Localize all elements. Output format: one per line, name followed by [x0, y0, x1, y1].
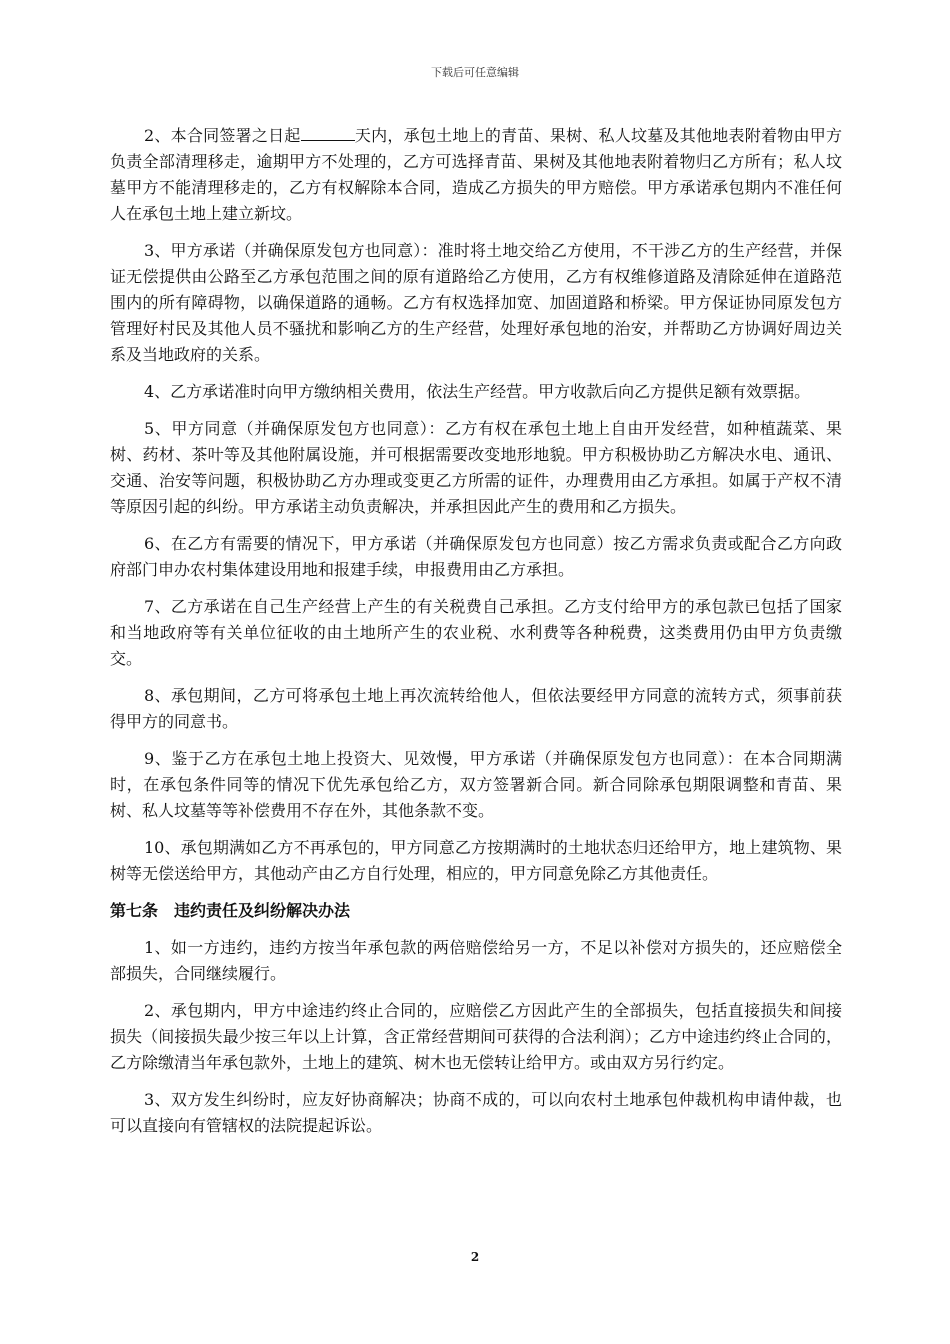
clause-paragraph: 1、如一方违约，违约方按当年承包款的两倍赔偿给另一方，不足以补偿对方损失的，还应赔偿全部损失，合同继续履行。 [110, 938, 842, 983]
document-body [110, 122, 842, 1150]
page-header: 下载后可任意编辑 [431, 66, 519, 79]
section-number: 第七条 [110, 901, 159, 920]
clause-paragraph: 7、乙方承诺在自己生产经营上产生的有关税费自己承担。乙方支付给甲方的承包款已包括了国家和当地政府等有关单位征收的由土地所产生的农业税、水利费等各种税费，这类费用仍由甲方负责缴交。 [110, 597, 842, 668]
clause-paragraph: 4、乙方承诺准时向甲方缴纳相关费用，依法生产经营。甲方收款后向乙方提供足额有效票据。 [144, 382, 811, 401]
clause-paragraph: 3、甲方承诺（并确保原发包方也同意）：准时将土地交给乙方使用，不干涉乙方的生产经营，并保证无偿提供由公路至乙方承包范围之间的原有道路给乙方使用，乙方有权维修道路及清除延伸在道路范围内的所有障碍物，以确保道路的通畅。乙方有权选择加宽、加固道路和桥梁。甲方保证协同原发包方管理好村民及其他人员不骚扰和影响乙方的生产经营，处理好承包地的治安，并帮助乙方协调好周边关系及当地政府的关系。 [110, 241, 842, 364]
clause-paragraph: 3、双方发生纠纷时，应友好协商解决；协商不成的，可以向农村土地承包仲裁机构申请仲裁，也可以直接向有管辖权的法院提起诉讼。 [110, 1090, 842, 1135]
clause-paragraph: 5、甲方同意（并确保原发包方也同意）：乙方有权在承包土地上自由开发经营，如种植蔬菜、果树、药材、茶叶等及其他附属设施，并可根据需要改变地形地貌。甲方积极协助乙方解决水电、通讯、交通、治安等问题，积极协助乙方办理或变更乙方所需的证件，办理费用由乙方承担。如属于产权不清等原因引起的纠纷。甲方承诺主动负责解决，并承担因此产生的费用和乙方损失。 [110, 419, 842, 516]
page-number: 2 [470, 1250, 480, 1264]
clause-text: 2、本合同签署之日起 [144, 126, 301, 145]
clause-paragraph: 10、承包期满如乙方不再承包的，甲方同意乙方按期满时的土地状态归还给甲方，地上建筑物、果树等无偿送给甲方，其他动产由乙方自行处理，相应的，甲方同意免除乙方其他责任。 [110, 838, 842, 883]
clause-paragraph [110, 122, 842, 227]
section-heading [110, 898, 842, 924]
clause-text: 天内，承包土地上的青苗、果树、私人坟墓及其他地表附着物由甲方负责全部清理移走，逾期甲方不处理的，乙方可选择青苗、果树及其他地表附着物归乙方所有；私人坟墓甲方不能清理移走的，乙方有权解除本合同，造成乙方损失的甲方赔偿。甲方承诺承包期内不准任何人在承包土地上建立新坟。 [110, 126, 842, 223]
clause-paragraph: 2、承包期内，甲方中途违约终止合同的，应赔偿乙方因此产生的全部损失，包括直接损失和间接损失（间接损失最少按三年以上计算，含正常经营期间可获得的合法利润）；乙方中途违约终止合同的，乙方除缴清当年承包款外，土地上的建筑、树木也无偿转让给甲方。或由双方另行约定。 [110, 1001, 842, 1072]
clause-paragraph: 9、鉴于乙方在承包土地上投资大、见效慢，甲方承诺（并确保原发包方也同意）：在本合同期满时，在承包条件同等的情况下优先承包给乙方，双方签署新合同。新合同除承包期限调整和青苗、果树、私人坟墓等等补偿费用不存在外，其他条款不变。 [110, 749, 842, 820]
clause-paragraph: 8、承包期间，乙方可将承包土地上再次流转给他人，但依法要经甲方同意的流转方式，须事前获得甲方的同意书。 [110, 686, 842, 731]
fill-in-blank [301, 122, 355, 141]
clause-paragraph: 6、在乙方有需要的情况下，甲方承诺（并确保原发包方也同意）按乙方需求负责或配合乙方向政府部门申办农村集体建设用地和报建手续，申报费用由乙方承担。 [110, 534, 842, 579]
section-title: 违约责任及纠纷解决办法 [174, 901, 351, 920]
